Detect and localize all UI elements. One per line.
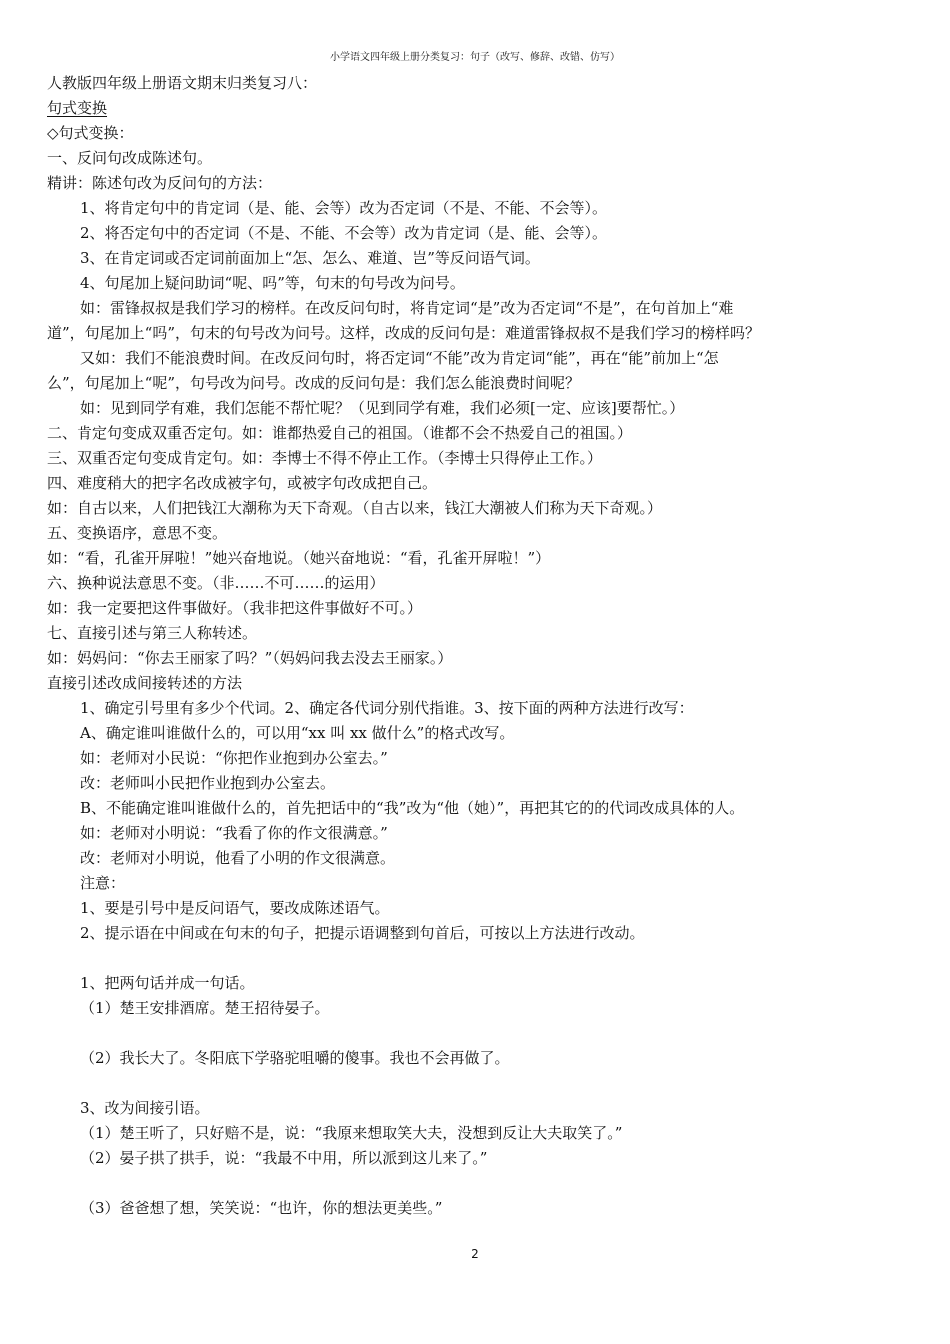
exercise-item: （1）楚王安排酒席。楚王招待晏子。	[80, 999, 330, 1017]
page-number: 2	[471, 1247, 479, 1261]
text-line: 3、在肯定词或否定词前面加上“怎、怎么、难道、岂”等反问语气词。	[80, 249, 540, 267]
text-line: 如：妈妈问：“你去王丽家了吗？”（妈妈问我去没去王丽家。）	[47, 649, 453, 667]
text-line: 又如：我们不能浪费时间。在改反问句时，将否定词“不能”改为肯定词“能”，再在“能”前加上“怎	[80, 349, 719, 367]
text-line: 1、将肯定句中的肯定词（是、能、会等）改为否定词（不是、不能、不会等）。	[80, 199, 608, 217]
document-subtitle: 人教版四年级上册语文期末归类复习八：	[47, 74, 318, 92]
text-line: 四、难度稍大的把字名改成被字句，或被字句改成把自己。	[47, 474, 438, 492]
text-line: 如：自古以来，人们把钱江大潮称为天下奇观。（自古以来，钱江大潮被人们称为天下奇观。）	[47, 499, 663, 517]
text-line: 五、变换语序，意思不变。	[47, 524, 228, 542]
exercise-item: （1）楚王听了，只好赔不是，说：“我原来想取笑大夫，没想到反让大夫取笑了。”	[80, 1124, 623, 1142]
text-line: 如：老师对小民说：“你把作业抱到办公室去。”	[80, 749, 388, 767]
text-line: 2、提示语在中间或在句末的句子，把提示语调整到句首后，可按以上方法进行改动。	[80, 924, 645, 942]
text-line: 如：“看，孔雀开屏啦！”她兴奋地说。（她兴奋地说：“看，孔雀开屏啦！”）	[47, 549, 551, 567]
text-line: 道”，句尾加上“吗”，句末的句号改为问号。这样，改成的反问句是：难道雷锋叔叔不是我们学习的榜样吗？	[47, 324, 761, 342]
text-line: 如：见到同学有难，我们怎能不帮忙呢？（见到同学有难，我们必须[一定、应该]要帮忙。）	[80, 399, 685, 417]
text-line: 1、确定引号里有多少个代词。2、确定各代词分别代指谁。3、按下面的两种方法进行改写：	[80, 699, 694, 717]
text-line: 二、肯定句变成双重否定句。如：谁都热爱自己的祖国。（谁都不会不热爱自己的祖国。）	[47, 424, 633, 442]
text-line: 七、直接引述与第三人称转述。	[47, 624, 258, 642]
exercise-item: （2）我长大了。冬阳底下学骆驼咀嚼的傻事。我也不会再做了。	[80, 1049, 510, 1067]
section-heading: 句式变换	[47, 99, 108, 117]
document-title: 小学语文四年级上册分类复习：句子（改写、修辞、改错、仿写）	[330, 52, 620, 63]
text-line: 六、换种说法意思不变。（非……不可……的运用）	[47, 574, 385, 592]
text-line: 4、句尾加上疑问助词“呢、吗”等，句末的句号改为问号。	[80, 274, 465, 292]
text-line: 如：雷锋叔叔是我们学习的榜样。在改反问句时，将肯定词“是”改为否定词“不是”，在句首加上“难	[80, 299, 734, 317]
text-line: 如：我一定要把这件事做好。（我非把这件事做好不可。）	[47, 599, 423, 617]
text-line: 改：老师叫小民把作业抱到办公室去。	[80, 774, 336, 792]
exercise-heading: 1、把两句话并成一句话。	[80, 974, 255, 992]
text-line: A、确定谁叫谁做什么的，可以用“xx 叫 xx 做什么”的格式改写。	[80, 724, 515, 742]
text-line: ◇句式变换：	[47, 124, 134, 142]
text-line: 三、双重否定句变成肯定句。如：李博士不得不停止工作。（李博士只得停止工作。）	[47, 449, 603, 467]
text-line: 1、要是引号中是反问语气，要改成陈述语气。	[80, 899, 390, 917]
text-line: 精讲：陈述句改为反问句的方法：	[47, 174, 273, 192]
exercise-item: （3）爸爸想了想，笑笑说：“也许，你的想法更美些。”	[80, 1199, 443, 1217]
text-line: 直接引述改成间接转述的方法	[47, 674, 243, 692]
text-line: 注意：	[80, 874, 126, 892]
text-line: 么”，句尾加上“呢”，句号改为问号。改成的反问句是：我们怎么能浪费时间呢？	[47, 374, 581, 392]
text-line: 改：老师对小明说，他看了小明的作文很满意。	[80, 849, 396, 867]
text-line: 一、反问句改成陈述句。	[47, 149, 213, 167]
exercise-item: （2）晏子拱了拱手，说：“我最不中用，所以派到这儿来了。”	[80, 1149, 488, 1167]
text-line: 如：老师对小明说：“我看了你的作文很满意。”	[80, 824, 388, 842]
exercise-heading: 3、改为间接引语。	[80, 1099, 210, 1117]
text-line: 2、将否定句中的否定词（不是、不能、不会等）改为肯定词（是、能、会等）。	[80, 224, 608, 242]
text-line: B、不能确定谁叫谁做什么的，首先把话中的“我”改为“他（她）”，再把其它的的代词改成具体的人。	[80, 799, 745, 817]
